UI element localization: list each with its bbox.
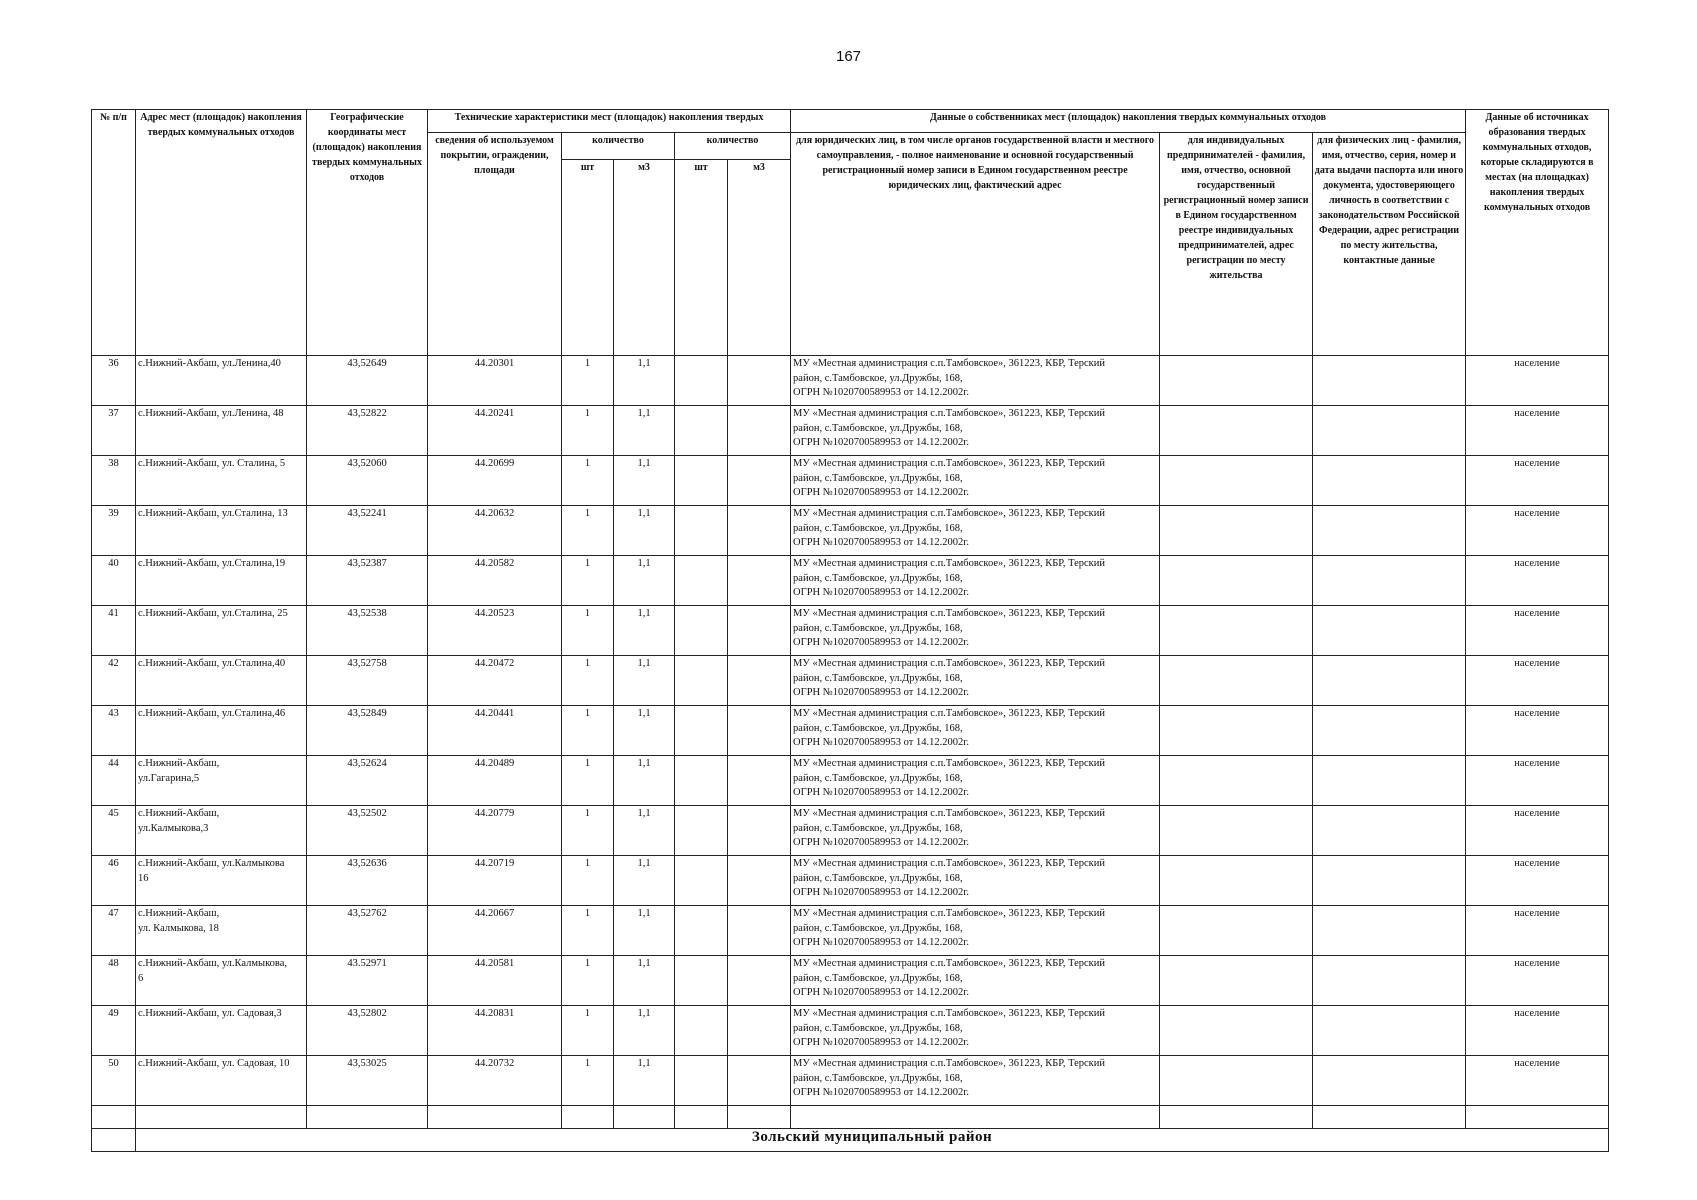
row-owner-phys <box>1313 406 1466 456</box>
header-tech-text: Технические характеристики мест (площадок) накопления твердых <box>454 112 764 123</box>
row-source: население <box>1466 356 1609 406</box>
table-row <box>92 1006 1609 1056</box>
row-owner-ip <box>1160 706 1313 756</box>
table-row <box>92 606 1609 656</box>
row-latitude: 43,53025 <box>307 1056 428 1106</box>
row-owner-ip <box>1160 856 1313 906</box>
row-planned-count <box>675 1006 728 1056</box>
row-latitude: 43.52971 <box>307 956 428 1006</box>
row-planned-volume <box>728 506 791 556</box>
row-container-count: 1 <box>562 706 614 756</box>
row-owner-ip <box>1160 806 1313 856</box>
row-number: 48 <box>92 956 136 1006</box>
row-address: с.Нижний-Акбаш, ул.Сталина,40 <box>136 656 307 706</box>
blank-cell <box>562 1106 614 1129</box>
row-longitude: 44.20831 <box>428 1006 562 1056</box>
row-owner-ip <box>1160 756 1313 806</box>
row-container-volume: 1,1 <box>614 806 675 856</box>
row-source: население <box>1466 1006 1609 1056</box>
header-tech-qty-planned-text: количество <box>706 135 759 146</box>
row-owner-ip <box>1160 1006 1313 1056</box>
row-planned-count <box>675 606 728 656</box>
row-longitude: 44.20441 <box>428 706 562 756</box>
row-planned-count <box>675 356 728 406</box>
table-row <box>92 406 1609 456</box>
blank-cell <box>728 1106 791 1129</box>
row-owner-phys <box>1313 906 1466 956</box>
row-owner-legal: МУ «Местная администрация с.п.Тамбовское», 361223, КБР, Терский район, с.Тамбовское, ул.Дружбы, 168, ОГРН №1020700589953 от 14.12.2002г. <box>791 956 1160 1006</box>
row-container-volume: 1,1 <box>614 956 675 1006</box>
row-latitude: 43,52636 <box>307 856 428 906</box>
row-planned-count <box>675 756 728 806</box>
row-container-volume: 1,1 <box>614 1056 675 1106</box>
row-planned-volume <box>728 356 791 406</box>
row-number: 50 <box>92 1056 136 1106</box>
row-number: 43 <box>92 706 136 756</box>
row-container-count: 1 <box>562 656 614 706</box>
row-source: население <box>1466 1056 1609 1106</box>
table-row <box>92 556 1609 606</box>
row-number: 39 <box>92 506 136 556</box>
row-planned-volume <box>728 406 791 456</box>
row-number: 46 <box>92 856 136 906</box>
header-unit-m3-planned: м3 <box>728 160 791 356</box>
header-owners-legal: для юридических лиц, в том числе органов государственной власти и местного самоуправления, - полное наименование и основной государственный регистрационный номер записи в Едином государственном реестре юридических лиц, фактический адрес <box>791 133 1160 356</box>
row-owner-legal: МУ «Местная администрация с.п.Тамбовское», 361223, КБР, Терский район, с.Тамбовское, ул.Дружбы, 168, ОГРН №1020700589953 от 14.12.2002г. <box>791 656 1160 706</box>
row-container-volume: 1,1 <box>614 456 675 506</box>
row-planned-volume <box>728 956 791 1006</box>
row-planned-count <box>675 656 728 706</box>
row-owner-phys <box>1313 1056 1466 1106</box>
header-owners: Данные о собственниках мест (площадок) накопления твердых коммунальных отходов <box>791 110 1466 133</box>
row-owner-phys <box>1313 956 1466 1006</box>
row-longitude: 44.20241 <box>428 406 562 456</box>
row-longitude: 44.20632 <box>428 506 562 556</box>
row-container-count: 1 <box>562 356 614 406</box>
row-owner-ip <box>1160 606 1313 656</box>
row-container-count: 1 <box>562 806 614 856</box>
blank-cell <box>136 1106 307 1129</box>
row-source: население <box>1466 856 1609 906</box>
row-owner-ip <box>1160 956 1313 1006</box>
header-unit-pcs-planned: шт <box>675 160 728 356</box>
header-owners-phys: для физических лиц - фамилия, имя, отчество, серия, номер и дата выдачи паспорта или иного документа, удостоверяющего личность в соответствии с законодательством Российской Федерации, адрес регистрации по месту жительства, контактные данные <box>1313 133 1466 356</box>
row-number: 44 <box>92 756 136 806</box>
row-number: 41 <box>92 606 136 656</box>
row-address: с.Нижний-Акбаш, ул.Калмыкова, 6 <box>136 956 307 1006</box>
row-source: население <box>1466 556 1609 606</box>
blank-cell <box>1160 1106 1313 1129</box>
row-planned-count <box>675 1056 728 1106</box>
row-number: 40 <box>92 556 136 606</box>
table-row <box>92 906 1609 956</box>
row-container-volume: 1,1 <box>614 656 675 706</box>
row-container-volume: 1,1 <box>614 756 675 806</box>
row-owner-phys <box>1313 656 1466 706</box>
row-source: население <box>1466 506 1609 556</box>
row-owner-phys <box>1313 756 1466 806</box>
blank-cell <box>791 1106 1160 1129</box>
header-owners-ip: для индивидуальных предпринимателей - фамилия, имя, отчество, основной государственный регистрационный номер записи в Едином государственном реестре индивидуальных предпринимателей, адрес регистрации по месту жительства <box>1160 133 1313 356</box>
blank-cell <box>675 1106 728 1129</box>
row-number: 38 <box>92 456 136 506</box>
row-planned-volume <box>728 606 791 656</box>
row-number: 47 <box>92 906 136 956</box>
row-owner-ip <box>1160 556 1313 606</box>
row-longitude: 44.20489 <box>428 756 562 806</box>
row-planned-volume <box>728 706 791 756</box>
row-container-volume: 1,1 <box>614 506 675 556</box>
row-latitude: 43,52502 <box>307 806 428 856</box>
row-owner-ip <box>1160 406 1313 456</box>
blank-cell <box>614 1106 675 1129</box>
row-address: с.Нижний-Акбаш, ул.Сталина,46 <box>136 706 307 756</box>
row-planned-volume <box>728 1056 791 1106</box>
blank-row <box>92 1106 1609 1129</box>
blank-cell <box>92 1106 136 1129</box>
district-num-cell <box>92 1129 136 1152</box>
row-container-volume: 1,1 <box>614 356 675 406</box>
row-latitude: 43,52060 <box>307 456 428 506</box>
row-planned-volume <box>728 456 791 506</box>
row-container-count: 1 <box>562 506 614 556</box>
row-container-volume: 1,1 <box>614 856 675 906</box>
row-container-volume: 1,1 <box>614 906 675 956</box>
row-container-count: 1 <box>562 906 614 956</box>
row-owner-phys <box>1313 556 1466 606</box>
header-unit-pcs: шт <box>562 160 614 356</box>
row-owner-legal: МУ «Местная администрация с.п.Тамбовское», 361223, КБР, Терский район, с.Тамбовское, ул.Дружбы, 168, ОГРН №1020700589953 от 14.12.2002г. <box>791 406 1160 456</box>
row-planned-count <box>675 506 728 556</box>
table-row <box>92 956 1609 1006</box>
table-row <box>92 806 1609 856</box>
row-source: население <box>1466 706 1609 756</box>
row-longitude: 44.20472 <box>428 656 562 706</box>
row-number: 42 <box>92 656 136 706</box>
row-owner-phys <box>1313 456 1466 506</box>
row-owner-phys <box>1313 856 1466 906</box>
row-planned-count <box>675 856 728 906</box>
row-owner-legal: МУ «Местная администрация с.п.Тамбовское», 361223, КБР, Терский район, с.Тамбовское, ул.Дружбы, 168, ОГРН №1020700589953 от 14.12.2002г. <box>791 606 1160 656</box>
row-planned-volume <box>728 656 791 706</box>
waste-sites-table <box>91 109 1609 1152</box>
row-address: с.Нижний-Акбаш, ул. Калмыкова, 18 <box>136 906 307 956</box>
row-planned-volume <box>728 806 791 856</box>
table-row <box>92 706 1609 756</box>
header-coords: Географические координаты мест (площадок) накопления твердых коммунальных отходов <box>307 110 428 356</box>
row-owner-phys <box>1313 606 1466 656</box>
row-owner-phys <box>1313 506 1466 556</box>
blank-cell <box>307 1106 428 1129</box>
row-owner-ip <box>1160 506 1313 556</box>
page-number: 167 <box>835 48 862 65</box>
row-owner-phys <box>1313 356 1466 406</box>
row-container-volume: 1,1 <box>614 406 675 456</box>
row-latitude: 43,52762 <box>307 906 428 956</box>
row-container-count: 1 <box>562 956 614 1006</box>
row-owner-legal: МУ «Местная администрация с.п.Тамбовское», 361223, КБР, Терский район, с.Тамбовское, ул.Дружбы, 168, ОГРН №1020700589953 от 14.12.2002г. <box>791 1006 1160 1056</box>
row-address: с.Нижний-Акбаш, ул. Садовая, 10 <box>136 1056 307 1106</box>
row-source: население <box>1466 406 1609 456</box>
row-address: с.Нижний-Акбаш, ул.Калмыкова,3 <box>136 806 307 856</box>
row-owner-legal: МУ «Местная администрация с.п.Тамбовское», 361223, КБР, Терский район, с.Тамбовское, ул.Дружбы, 168, ОГРН №1020700589953 от 14.12.2002г. <box>791 856 1160 906</box>
row-container-count: 1 <box>562 1006 614 1056</box>
row-longitude: 44.20732 <box>428 1056 562 1106</box>
row-latitude: 43,52624 <box>307 756 428 806</box>
row-latitude: 43,52387 <box>307 556 428 606</box>
row-container-volume: 1,1 <box>614 556 675 606</box>
header-address: Адрес мест (площадок) накопления твердых коммунальных отходов <box>136 110 307 356</box>
row-owner-legal: МУ «Местная администрация с.п.Тамбовское», 361223, КБР, Терский район, с.Тамбовское, ул.Дружбы, 168, ОГРН №1020700589953 от 14.12.2002г. <box>791 556 1160 606</box>
row-planned-volume <box>728 856 791 906</box>
district-title: Зольский муниципальный район <box>136 1129 1609 1152</box>
row-latitude: 43,52822 <box>307 406 428 456</box>
row-planned-count <box>675 406 728 456</box>
header-tech <box>428 110 791 133</box>
row-planned-count <box>675 706 728 756</box>
row-longitude: 44.20667 <box>428 906 562 956</box>
table-row <box>92 456 1609 506</box>
row-latitude: 43,52649 <box>307 356 428 406</box>
row-container-volume: 1,1 <box>614 706 675 756</box>
header-tech-qty-placed <box>562 133 675 160</box>
blank-cell <box>1466 1106 1609 1129</box>
row-container-count: 1 <box>562 406 614 456</box>
row-container-volume: 1,1 <box>614 1006 675 1056</box>
row-owner-ip <box>1160 656 1313 706</box>
row-latitude: 43,52802 <box>307 1006 428 1056</box>
table-row <box>92 506 1609 556</box>
row-latitude: 43,52758 <box>307 656 428 706</box>
row-number: 45 <box>92 806 136 856</box>
table-row <box>92 656 1609 706</box>
row-source: население <box>1466 756 1609 806</box>
row-container-count: 1 <box>562 756 614 806</box>
row-owner-legal: МУ «Местная администрация с.п.Тамбовское», 361223, КБР, Терский район, с.Тамбовское, ул.Дружбы, 168, ОГРН №1020700589953 от 14.12.2002г. <box>791 756 1160 806</box>
row-source: население <box>1466 806 1609 856</box>
row-planned-count <box>675 456 728 506</box>
row-longitude: 44.20699 <box>428 456 562 506</box>
row-address: с.Нижний-Акбаш, ул.Гагарина,5 <box>136 756 307 806</box>
row-container-count: 1 <box>562 606 614 656</box>
row-owner-phys <box>1313 1006 1466 1056</box>
row-address: с.Нижний-Акбаш, ул. Сталина, 5 <box>136 456 307 506</box>
row-planned-volume <box>728 1006 791 1056</box>
row-longitude: 44.20301 <box>428 356 562 406</box>
header-num: № п/п <box>92 110 136 356</box>
table-row <box>92 856 1609 906</box>
row-planned-count <box>675 906 728 956</box>
row-address: с.Нижний-Акбаш, ул. Садовая,3 <box>136 1006 307 1056</box>
row-owner-phys <box>1313 806 1466 856</box>
header-unit-m3: м3 <box>614 160 675 356</box>
table-row <box>92 356 1609 406</box>
row-longitude: 44.20581 <box>428 956 562 1006</box>
row-container-volume: 1,1 <box>614 606 675 656</box>
row-container-count: 1 <box>562 456 614 506</box>
header-sources: Данные об источниках образования твердых коммунальных отходов, которые складируются в местах (на площадках) накопления твердых коммунальных отходов <box>1466 110 1609 356</box>
row-source: население <box>1466 456 1609 506</box>
row-address: с.Нижний-Акбаш, ул.Сталина, 25 <box>136 606 307 656</box>
row-owner-phys <box>1313 706 1466 756</box>
row-number: 49 <box>92 1006 136 1056</box>
blank-cell <box>428 1106 562 1129</box>
row-owner-ip <box>1160 1056 1313 1106</box>
row-owner-ip <box>1160 906 1313 956</box>
row-latitude: 43,52849 <box>307 706 428 756</box>
row-owner-legal: МУ «Местная администрация с.п.Тамбовское», 361223, КБР, Терский район, с.Тамбовское, ул.Дружбы, 168, ОГРН №1020700589953 от 14.12.2002г. <box>791 506 1160 556</box>
district-row <box>92 1129 1609 1152</box>
row-planned-count <box>675 556 728 606</box>
row-planned-volume <box>728 906 791 956</box>
table-footer <box>92 1106 1609 1152</box>
row-container-count: 1 <box>562 556 614 606</box>
row-source: население <box>1466 656 1609 706</box>
row-planned-count <box>675 806 728 856</box>
row-owner-ip <box>1160 356 1313 406</box>
row-longitude: 44.20719 <box>428 856 562 906</box>
row-longitude: 44.20779 <box>428 806 562 856</box>
row-owner-legal: МУ «Местная администрация с.п.Тамбовское», 361223, КБР, Терский район, с.Тамбовское, ул.Дружбы, 168, ОГРН №1020700589953 от 14.12.2002г. <box>791 806 1160 856</box>
table-row <box>92 756 1609 806</box>
row-source: население <box>1466 606 1609 656</box>
row-container-count: 1 <box>562 856 614 906</box>
table-body <box>92 356 1609 1106</box>
row-owner-legal: МУ «Местная администрация с.п.Тамбовское», 361223, КБР, Терский район, с.Тамбовское, ул.Дружбы, 168, ОГРН №1020700589953 от 14.12.2002г. <box>791 706 1160 756</box>
row-address: с.Нижний-Акбаш, ул.Ленина,40 <box>136 356 307 406</box>
row-source: население <box>1466 956 1609 1006</box>
row-owner-ip <box>1160 456 1313 506</box>
row-number: 37 <box>92 406 136 456</box>
row-owner-legal: МУ «Местная администрация с.п.Тамбовское», 361223, КБР, Терский район, с.Тамбовское, ул.Дружбы, 168, ОГРН №1020700589953 от 14.12.2002г. <box>791 456 1160 506</box>
row-latitude: 43,52538 <box>307 606 428 656</box>
row-latitude: 43,52241 <box>307 506 428 556</box>
row-address: с.Нижний-Акбаш, ул.Ленина, 48 <box>136 406 307 456</box>
row-planned-volume <box>728 756 791 806</box>
row-container-count: 1 <box>562 1056 614 1106</box>
blank-cell <box>1313 1106 1466 1129</box>
row-address: с.Нижний-Акбаш, ул.Сталина, 13 <box>136 506 307 556</box>
row-address: с.Нижний-Акбаш, ул.Калмыкова 16 <box>136 856 307 906</box>
table-row <box>92 1056 1609 1106</box>
row-owner-legal: МУ «Местная администрация с.п.Тамбовское», 361223, КБР, Терский район, с.Тамбовское, ул.Дружбы, 168, ОГРН №1020700589953 от 14.12.2002г. <box>791 906 1160 956</box>
header-tech-qty-planned <box>675 133 791 160</box>
row-owner-legal: МУ «Местная администрация с.п.Тамбовское», 361223, КБР, Терский район, с.Тамбовское, ул.Дружбы, 168, ОГРН №1020700589953 от 14.12.2002г. <box>791 1056 1160 1106</box>
row-owner-legal: МУ «Местная администрация с.п.Тамбовское», 361223, КБР, Терский район, с.Тамбовское, ул.Дружбы, 168, ОГРН №1020700589953 от 14.12.2002г. <box>791 356 1160 406</box>
row-longitude: 44.20582 <box>428 556 562 606</box>
row-planned-count <box>675 956 728 1006</box>
row-source: население <box>1466 906 1609 956</box>
row-longitude: 44.20523 <box>428 606 562 656</box>
row-number: 36 <box>92 356 136 406</box>
row-address: с.Нижний-Акбаш, ул.Сталина,19 <box>136 556 307 606</box>
header-tech-cover: сведения об используемом покрытии, ограждении, площади <box>428 133 562 356</box>
header-tech-qty-placed-text: количество <box>592 135 644 146</box>
row-planned-volume <box>728 556 791 606</box>
